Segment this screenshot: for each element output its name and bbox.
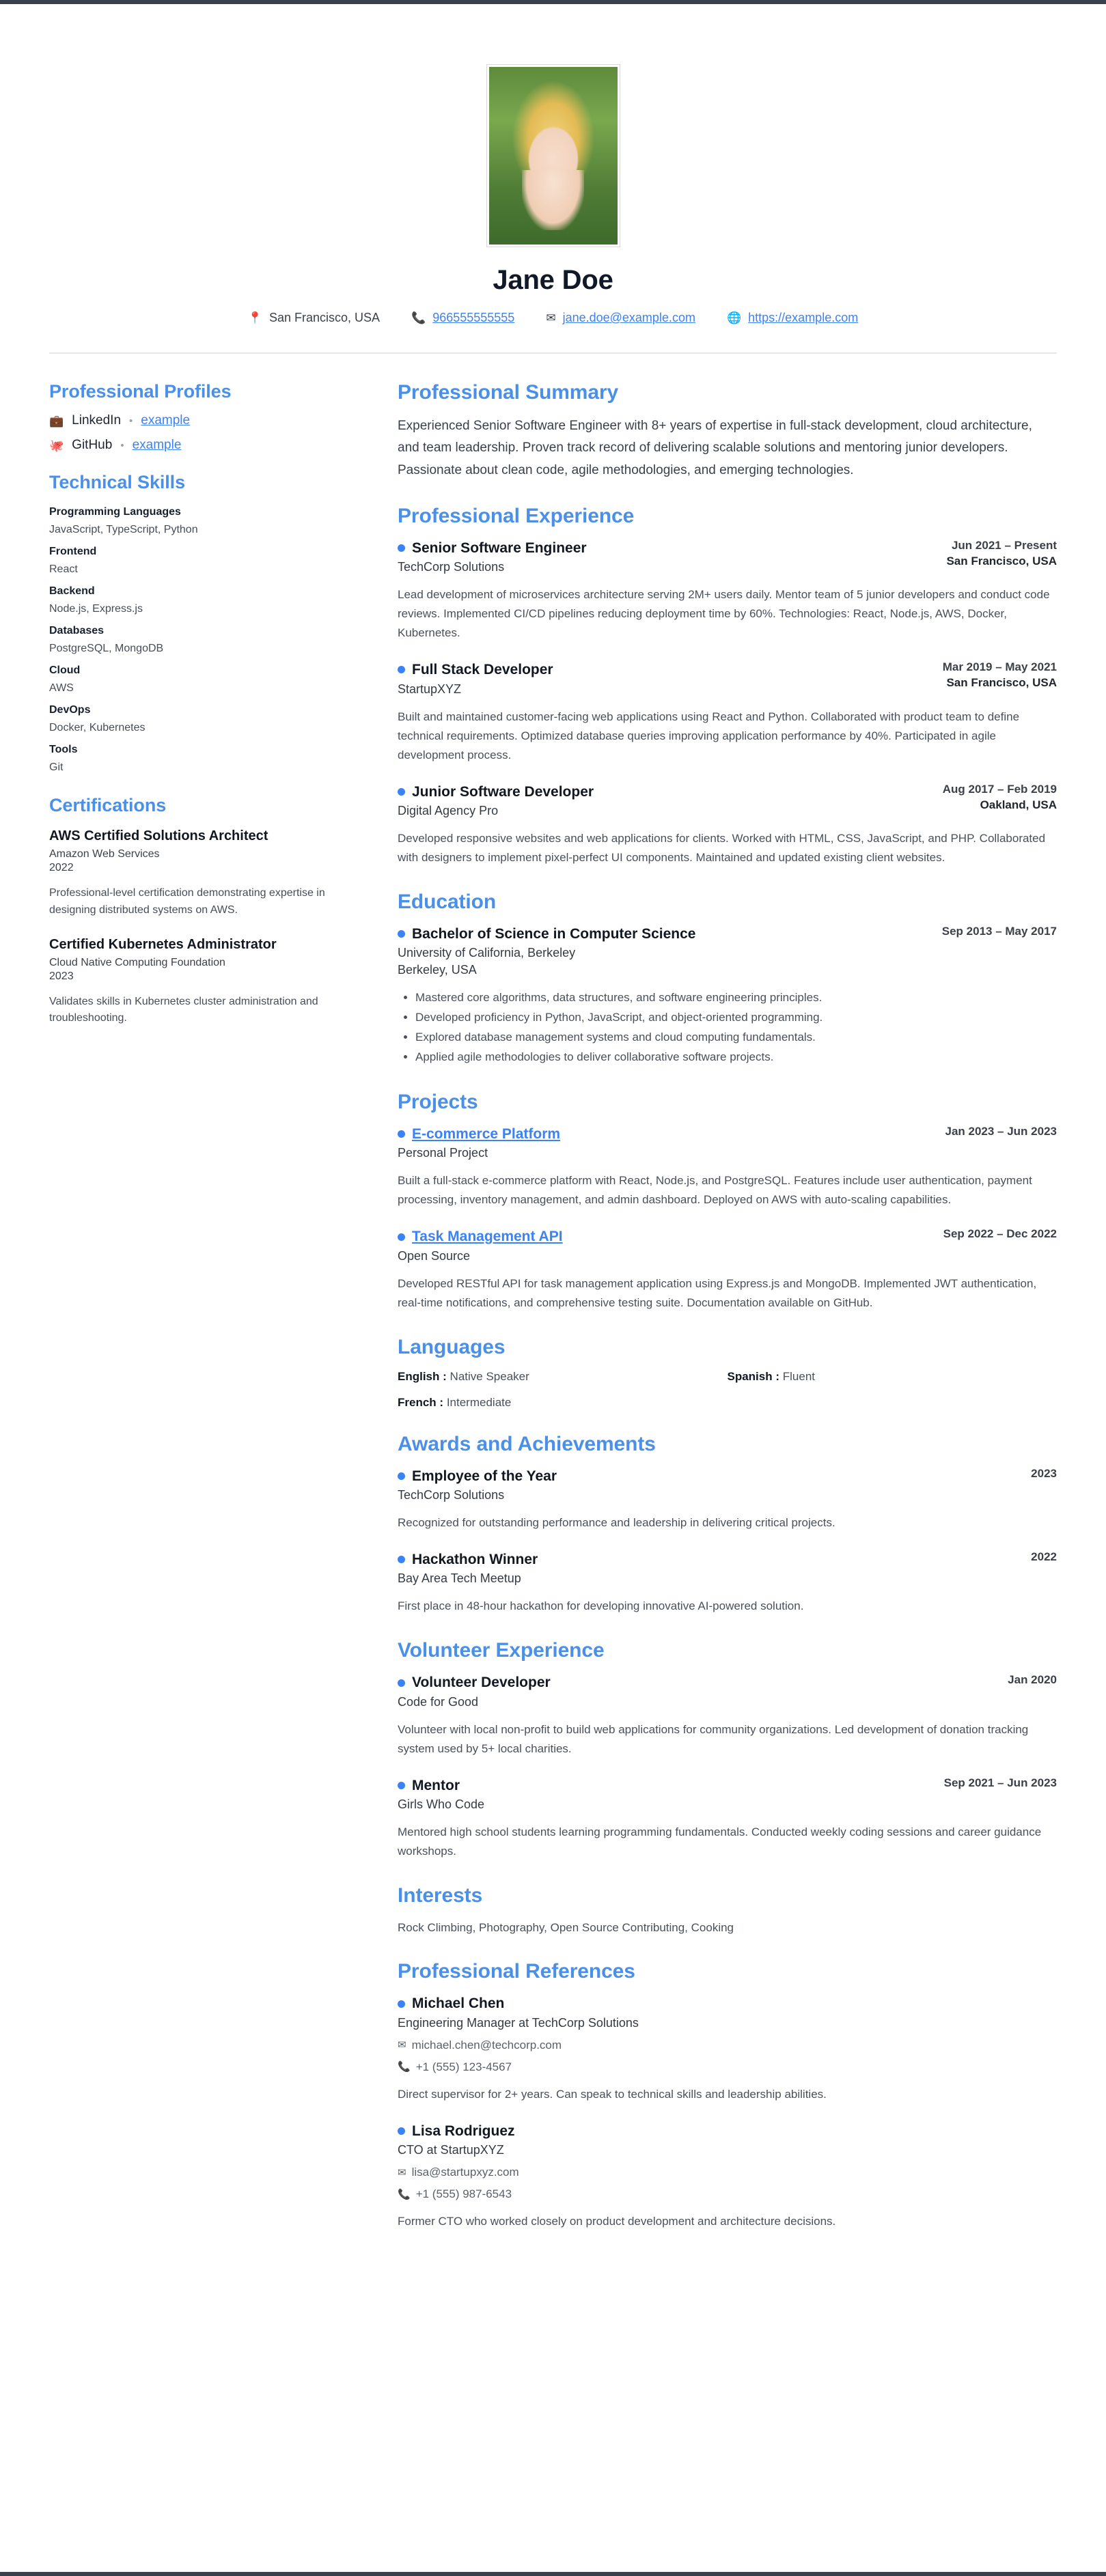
volunteer-title-row [398,1776,484,1795]
education-item [398,925,1057,1067]
experience-location: San Francisco, USA [946,554,1057,568]
award-org: TechCorp Solutions [398,1488,505,1502]
experience-item [398,539,1057,643]
reference-phone-row [398,2060,1057,2074]
envelope-icon: ✉ [398,2166,406,2179]
reference-item [398,1994,1057,2103]
skill-value: React [49,563,78,575]
certification-date: 2023 [49,970,74,982]
bullet-dot-icon [398,1130,405,1138]
certification-description: Validates skills in Kubernetes cluster administration and troubleshooting. [49,995,318,1024]
skill-category: Tools [49,744,78,755]
award-org: Bay Area Tech Meetup [398,1571,521,1586]
education-title-row [398,925,695,943]
section-heading-interests: Interests [398,1884,483,1907]
education-bullet: • Applied agile methodologies to deliver collaborative software projects. [415,1048,1057,1067]
phone-icon: 📞 [398,2061,411,2073]
phone-icon: 📞 [411,311,426,324]
profile-photo-frame [486,64,620,247]
skill-category: Programming Languages [49,506,181,518]
location-pin-icon: 📍 [247,311,262,324]
section-heading-skills: Technical Skills [49,472,185,492]
project-name-link[interactable]: Task Management API [412,1229,563,1245]
education-date: Sep 2013 – May 2017 [941,925,1057,938]
experience-date: Jun 2021 – Present [951,538,1057,552]
experience-item [398,660,1057,764]
skill-category: Cloud [49,664,81,676]
profile-handle-link[interactable]: example [141,413,191,428]
contact-phone [411,311,514,325]
section-projects [398,1091,1057,1313]
bullet-dot-icon [398,788,405,796]
volunteer-date: Jan 2020 [1008,1673,1057,1687]
language-level: Fluent [782,1369,816,1383]
volunteer-title-row [398,1673,551,1692]
bullet-dot-icon [398,544,405,552]
project-date: Sep 2022 – Dec 2022 [943,1227,1057,1241]
language-separator: : [443,1369,447,1383]
contact-location [248,311,380,325]
skill-group [49,623,370,657]
section-heading-experience: Professional Experience [398,504,635,527]
section-education [398,891,1057,1067]
section-technical-skills [49,472,370,776]
interests-text: Rock Climbing, Photography, Open Source Contributing, Cooking [398,1921,734,1935]
reference-name-row [398,1994,1057,2013]
certification-org: Cloud Native Computing Foundation [49,956,225,968]
certification-name: AWS Certified Solutions Architect [49,828,268,843]
section-heading-profiles: Professional Profiles [49,381,232,402]
skill-group [49,544,370,578]
skill-category: DevOps [49,704,91,716]
profile-handle-link[interactable]: example [132,438,182,452]
reference-role: Engineering Manager at TechCorp Solutions [398,2015,639,2030]
skill-group [49,662,370,697]
briefcase-icon: 💼 [49,414,64,428]
contact-email [546,311,695,325]
skill-category: Backend [49,585,95,597]
summary-text: Experienced Senior Software Engineer with 8+ years of expertise in full-stack development, cloud architecture, and team leadership. Proven track record of delivering scalable solutions and mentoring junior developers. Passionate about clean code, agile methodologies, and emerging technologies. [398,419,1032,477]
skill-group [49,504,370,538]
skill-value: Docker, Kubernetes [49,722,146,733]
experience-org: StartupXYZ [398,682,462,696]
education-bullet-list [398,988,1057,1067]
volunteer-org: Code for Good [398,1694,479,1709]
profile-separator: • [120,439,124,451]
skill-value: PostgreSQL, MongoDB [49,643,164,654]
section-volunteer-experience [398,1639,1057,1861]
experience-location: Oakland, USA [980,798,1057,811]
volunteer-description: Volunteer with local non-profit to build web applications for community organizations. Led development of donation tracking system used by 5+ local charities. [398,1722,1029,1755]
skill-category: Databases [49,625,105,636]
section-heading-summary: Professional Summary [398,381,619,404]
language-level: Native Speaker [450,1369,529,1383]
right-column [398,381,1057,2249]
section-heading-awards: Awards and Achievements [398,1432,656,1455]
reference-name: Michael Chen [412,1996,505,2012]
profile-photo [489,67,618,244]
reference-phone-row [398,2187,1057,2201]
globe-icon: 🌐 [726,311,742,324]
contact-website-link[interactable]: https://example.com [748,311,859,324]
award-date: 2023 [1031,1466,1057,1480]
reference-phone: +1 (555) 123-4567 [415,2060,512,2073]
section-heading-projects: Projects [398,1091,478,1114]
candidate-name: Jane Doe [493,265,613,295]
experience-date: Aug 2017 – Feb 2019 [942,782,1057,796]
reference-description: Direct supervisor for 2+ years. Can speak to technical skills and leadership abilities. [398,2087,827,2101]
skill-group [49,702,370,736]
education-degree: Bachelor of Science in Computer Science [412,926,696,942]
project-date: Jan 2023 – Jun 2023 [945,1125,1057,1138]
project-item [398,1125,1057,1209]
section-heading-volunteer: Volunteer Experience [398,1639,605,1662]
reference-role: CTO at StartupXYZ [398,2143,504,2157]
phone-icon: 📞 [398,2188,411,2200]
language-name: Spanish [727,1369,773,1383]
section-interests [398,1884,1057,1937]
resume-body [49,354,1057,2249]
octopus-icon: 🐙 [49,438,64,452]
award-title-row [398,1550,538,1569]
section-heading-languages: Languages [398,1335,506,1358]
reference-name: Lisa Rodriguez [412,2123,515,2139]
bullet-dot-icon [398,1679,405,1687]
left-column [49,381,370,1044]
project-title-row [398,1227,563,1246]
skill-category: Frontend [49,546,97,557]
language-item [398,1370,728,1384]
languages-grid [398,1370,1057,1410]
certification-item [49,827,370,919]
language-separator: : [775,1369,780,1383]
profile-separator: • [129,415,133,427]
section-awards [398,1433,1057,1616]
award-item [398,1467,1057,1532]
award-description: First place in 48-hour hackathon for developing innovative AI-powered solution. [398,1599,804,1613]
section-professional-experience [398,505,1057,867]
bullet-dot-icon [398,930,405,938]
profile-item-github [49,438,370,453]
experience-title-row [398,539,587,557]
experience-date: Mar 2019 – May 2021 [942,660,1057,674]
experience-title-row [398,660,553,679]
volunteer-title: Mentor [412,1777,460,1793]
language-item [728,1370,1057,1384]
bullet-dot-icon [398,2127,405,2135]
section-languages [398,1336,1057,1410]
education-location: Berkeley, USA [398,963,477,977]
skill-value: AWS [49,682,74,694]
experience-description: Built and maintained customer-facing web applications using React and Python. Collaborated with product team to define technical requirements. Optimized database queries improving application performance by 40%. Participated in agile development process. [398,710,1020,761]
contact-row [49,311,1057,325]
certification-description: Professional-level certification demonstrating expertise in designing distributed systems on AWS. [49,887,325,916]
reference-name-row [398,2122,1057,2140]
education-bullet: • Developed proficiency in Python, JavaScript, and object-oriented programming. [415,1008,1057,1028]
contact-phone-link[interactable]: 966555555555 [432,311,515,324]
experience-description: Developed responsive websites and web applications for clients. Worked with HTML, CSS, JavaScript, and PHP. Collaborated with designers to implement pixel-perfect UI components. Maintained and updated existing client websites. [398,832,1046,865]
language-item [398,1396,728,1410]
experience-description: Lead development of microservices architecture serving 2M+ users daily. Mentor team of 5 junior developers and conduct code reviews. Implemented CI/CD pipelines reducing deployment time by 60%. Technologies: React, Node.js, AWS, Docker, Kubernetes. [398,588,1050,640]
volunteer-description: Mentored high school students learning programming fundamentals. Conducted weekly coding sessions and career guidance workshops. [398,1825,1042,1858]
experience-item [398,783,1057,867]
bullet-dot-icon [398,2000,405,2008]
reference-email: lisa@startupxyz.com [411,2166,519,2179]
experience-location: San Francisco, USA [946,676,1057,690]
section-certifications [49,795,370,1027]
volunteer-date: Sep 2021 – Jun 2023 [943,1776,1057,1789]
resume-header [49,4,1057,354]
section-professional-summary [398,381,1057,481]
experience-org: Digital Agency Pro [398,804,499,818]
bullet-dot-icon [398,666,405,673]
reference-email: michael.chen@techcorp.com [411,2038,562,2052]
section-professional-profiles [49,381,370,453]
project-item [398,1227,1057,1312]
reference-description: Former CTO who worked closely on product development and architecture decisions. [398,2215,836,2228]
language-separator: : [439,1395,444,1409]
certification-item [49,936,370,1028]
skill-group [49,742,370,776]
award-date: 2022 [1031,1550,1057,1564]
contact-email-link[interactable]: jane.doe@example.com [562,311,695,324]
project-title-row [398,1125,560,1143]
language-name: English [398,1369,440,1383]
education-bullet: • Mastered core algorithms, data structures, and software engineering principles. [415,988,1057,1008]
contact-location-text: San Francisco, USA [268,311,381,324]
certification-name: Certified Kubernetes Administrator [49,936,277,952]
skill-value: JavaScript, TypeScript, Python [49,524,198,535]
award-description: Recognized for outstanding performance and leadership in delivering critical projects. [398,1516,835,1530]
reference-email-row [398,2039,1057,2052]
project-description: Developed RESTful API for task management application using Express.js and MongoDB. Implemented JWT authentication, real-time notifications, and comprehensive testing suite. Documentation available on GitHub. [398,1276,1037,1309]
project-name-link[interactable]: E-commerce Platform [412,1126,561,1143]
envelope-icon: ✉ [546,311,556,324]
reference-email-row [398,2166,1057,2179]
envelope-icon: ✉ [398,2039,406,2052]
award-item [398,1550,1057,1616]
certification-org: Amazon Web Services [49,848,160,860]
skill-value: Git [49,761,64,773]
section-heading-certifications: Certifications [49,795,167,815]
bullet-dot-icon [398,1233,405,1241]
language-name: French [398,1395,437,1409]
section-heading-education: Education [398,891,497,914]
education-school: University of California, Berkeley [398,946,576,960]
experience-title: Junior Software Developer [412,783,594,800]
profile-network-label: GitHub [72,438,113,452]
contact-website [727,311,858,325]
experience-title: Senior Software Engineer [412,540,587,556]
section-heading-references: Professional References [398,1960,635,1983]
certification-date: 2022 [49,862,74,873]
language-level: Intermediate [446,1395,512,1409]
profile-network-label: LinkedIn [72,413,122,428]
project-type: Open Source [398,1248,471,1263]
experience-title-row [398,783,594,801]
award-title-row [398,1467,557,1485]
skill-group [49,583,370,617]
education-bullet: • Explored database management systems and cloud computing fundamentals. [415,1028,1057,1048]
experience-org: TechCorp Solutions [398,560,505,574]
bullet-dot-icon [398,1472,405,1480]
section-professional-references [398,1960,1057,2231]
award-title: Hackathon Winner [412,1552,538,1568]
volunteer-title: Volunteer Developer [412,1675,551,1691]
skill-value: Node.js, Express.js [49,603,143,615]
profile-item-linkedin [49,413,370,428]
experience-title: Full Stack Developer [412,662,553,678]
project-type: Personal Project [398,1146,488,1160]
volunteer-item [398,1673,1057,1758]
award-title: Employee of the Year [412,1468,557,1484]
project-description: Built a full-stack e-commerce platform with React, Node.js, and PostgreSQL. Features include user authentication, payment processing, inventory management, and admin dashboard. Deployed on AWS with auto-scaling capabilities. [398,1174,1032,1207]
volunteer-item [398,1776,1057,1861]
reference-item [398,2122,1057,2231]
volunteer-org: Girls Who Code [398,1797,485,1812]
bullet-dot-icon [398,1782,405,1789]
bullet-dot-icon [398,1556,405,1563]
reference-phone: +1 (555) 987-6543 [415,2187,512,2201]
